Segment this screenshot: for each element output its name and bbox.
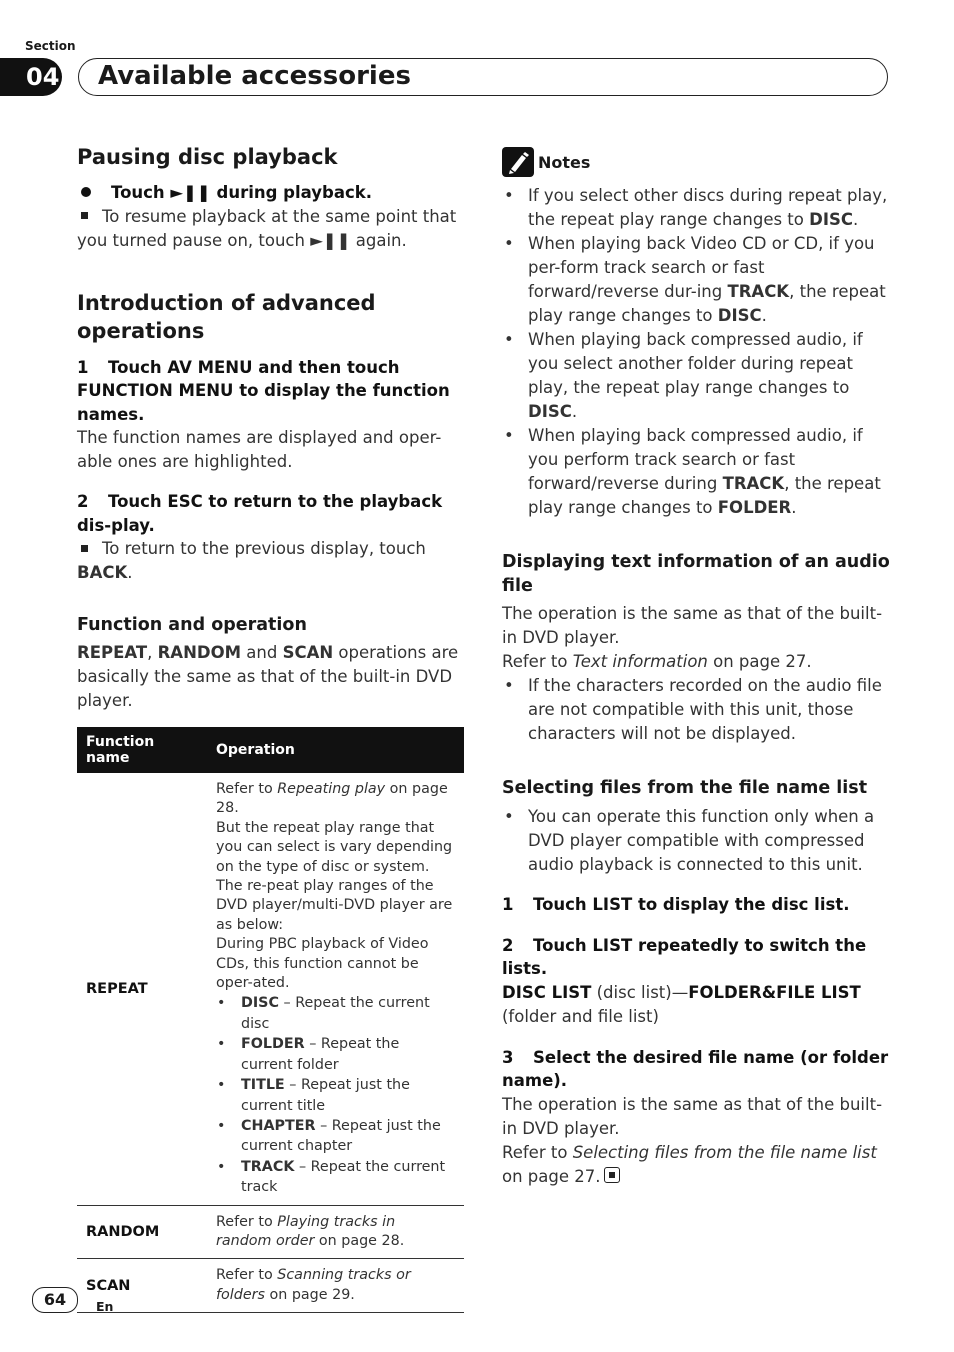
pausing-note-post: again.	[350, 230, 407, 250]
item-text: – Repeat the current folder	[241, 1036, 400, 1073]
list-item	[216, 993, 455, 1034]
ref-title: Repeating play	[277, 781, 386, 797]
list-item	[502, 328, 890, 424]
folder-file-list-term: FOLDER&FILE LIST	[688, 982, 861, 1002]
repeat-term: REPEAT	[77, 643, 148, 662]
pausing-heading: Pausing disc playback	[77, 145, 338, 169]
notes-pencil-icon	[502, 147, 534, 177]
table-row	[77, 773, 464, 1205]
function-body	[77, 641, 465, 713]
list-item	[216, 1075, 455, 1116]
page-number: 64	[32, 1287, 78, 1313]
step-text: Touch LIST repeatedly to switch the lists.	[502, 935, 867, 978]
notes-list	[502, 184, 890, 520]
step-number: 2	[502, 935, 514, 955]
ref-title: Scanning tracks or folders	[216, 1267, 411, 1303]
language-label: En	[96, 1299, 114, 1314]
note-bold: TRACK	[727, 282, 790, 301]
step-text: Touch LIST to display the disc list.	[533, 895, 850, 914]
intro-step-1	[77, 356, 465, 427]
textinfo-body: The operation is the same as that of the built-in DVD player.	[502, 604, 883, 647]
list-item: • You can operate this function only when a DVD player compatible with compressed audio playback is connected to this unit.	[502, 805, 890, 877]
note-text: When playing back Video CD or CD, if you per-form track search or fast forward/reverse dur-ing	[528, 234, 875, 301]
filelist-step-1	[502, 893, 890, 917]
square-bullet-icon	[81, 545, 88, 552]
list-item	[502, 184, 890, 232]
step-number: 2	[77, 492, 89, 511]
note-text: To return to the previous display, touch	[102, 539, 426, 558]
bullet-dot-icon	[81, 187, 91, 197]
note-text: If you select other discs during repeat play, the repeat play range changes to	[528, 186, 888, 229]
filelist-heading: Selecting files from the file name list	[502, 778, 868, 798]
note-text: When playing back compressed audio, if you perform track search or fast forward/reverse during	[528, 426, 863, 493]
pausing-note-pre: To resume playback at the same point that you turned pause on, touch	[77, 206, 457, 250]
ref-pre: Refer to	[502, 652, 573, 671]
ref-title: Playing tracks in random order	[216, 1213, 396, 1249]
end-mark-icon	[604, 1167, 620, 1183]
intro-step-2	[77, 490, 465, 537]
page-title: Available accessories	[98, 61, 411, 91]
list-item	[216, 1034, 455, 1075]
step-number: 3	[502, 1047, 514, 1067]
section-number-badge: 04	[0, 58, 62, 96]
item-text: – Repeat just the current chapter	[241, 1117, 441, 1155]
note-bold: DISC	[528, 402, 572, 421]
function-name-cell: SCAN	[77, 1259, 207, 1313]
function-body-rest: operations are basically the same as that of the built-in DVD player.	[77, 643, 459, 710]
note-bold: TRACK	[722, 474, 785, 493]
filelist-step-3	[502, 1046, 890, 1093]
scan-term: SCAN	[282, 643, 334, 662]
intro-heading: Introduction of advanced operations	[77, 290, 376, 343]
pausing-note	[77, 205, 465, 253]
item-bold: TITLE	[241, 1077, 285, 1094]
note-text: , the repeat play range changes to	[528, 282, 886, 325]
note-text: .	[852, 210, 859, 229]
body-text: (disc list)—	[591, 982, 689, 1002]
note-text: .	[761, 306, 767, 325]
function-heading: Function and operation	[77, 615, 307, 635]
ref-pre: Refer to	[216, 1267, 278, 1284]
table-row	[77, 1259, 464, 1313]
operation-ref	[216, 780, 455, 819]
note-bold: BACK	[77, 563, 128, 582]
list-item	[502, 232, 890, 328]
ref-pre: Refer to	[216, 781, 278, 797]
item-text: – Repeat just the current title	[241, 1077, 410, 1114]
play-pause-icon: ►❚❚	[170, 183, 211, 202]
item-bold: DISC	[241, 995, 279, 1012]
function-name-cell: REPEAT	[77, 773, 207, 1205]
operation-text: During PBC playback of Video CDs, this function cannot be oper-ated.	[216, 936, 429, 992]
ref-pre: Refer to	[502, 1142, 573, 1162]
ref-post: on page 29.	[264, 1286, 355, 1303]
item-text: – Repeat the current track	[241, 1158, 446, 1196]
notes-title: Notes	[538, 152, 591, 172]
filelist-list	[502, 805, 890, 877]
ref-title: Text information	[572, 652, 708, 671]
filelist-step-2	[502, 934, 890, 981]
col-header-operation: Operation	[207, 727, 464, 773]
item-bold: CHAPTER	[241, 1117, 316, 1134]
note-bold: DISC	[809, 210, 853, 229]
ref-post: on page 27.	[502, 1166, 601, 1186]
filelist-step-2-body	[502, 981, 890, 1029]
filelist-step-3-body: The operation is the same as that of the built-in DVD player.	[502, 1094, 883, 1138]
textinfo-heading: Displaying text information of an audio file	[502, 552, 890, 596]
sep: and	[241, 643, 283, 662]
list-item	[216, 1116, 455, 1157]
function-table	[77, 727, 464, 1313]
square-bullet-icon	[81, 212, 88, 219]
section-label: Section	[25, 39, 76, 53]
sep: ,	[147, 643, 158, 662]
step-text: Touch AV MENU and then touch FUNCTION MENU to display the function names.	[77, 357, 450, 424]
item-bold: TRACK	[241, 1158, 295, 1175]
list-item	[502, 424, 890, 520]
note-text: .	[571, 402, 578, 421]
operation-cell	[207, 773, 464, 1205]
notes-header	[502, 147, 890, 177]
function-name-cell: RANDOM	[77, 1205, 207, 1259]
ref-post: on page 28.	[216, 781, 448, 817]
ref-pre: Refer to	[216, 1213, 278, 1230]
disc-list-term: DISC LIST	[502, 982, 592, 1002]
step-number: 1	[77, 357, 89, 377]
list-item: • If the characters recorded on the audio file are not compatible with this unit, those characters will not be displayed.	[502, 674, 890, 746]
operation-cell	[207, 1259, 464, 1313]
col-header-function-name: Function name	[77, 727, 207, 773]
pausing-step-pre: Touch	[111, 183, 171, 202]
operation-cell	[207, 1205, 464, 1259]
note-text-end: .	[127, 563, 133, 582]
list-item	[216, 1157, 455, 1198]
pausing-step-post: during playback.	[210, 183, 372, 202]
step-text: Touch ESC to return to the playback dis-play.	[77, 492, 443, 535]
note-text: , the repeat play range changes to	[528, 474, 881, 517]
play-pause-icon: ►❚❚	[310, 230, 351, 250]
ref-post: on page 28.	[314, 1232, 405, 1249]
note-text: When playing back compressed audio, if you select another folder during repeat play, the repeat play range changes to	[528, 330, 863, 397]
intro-step-1-body: The function names are displayed and oper-able ones are highlighted.	[77, 428, 442, 471]
intro-step-2-note	[77, 537, 465, 585]
textinfo-ref	[502, 650, 890, 674]
random-term: RANDOM	[157, 643, 242, 662]
step-number: 1	[502, 895, 514, 914]
note-bold: FOLDER	[717, 498, 792, 517]
note-text: .	[791, 498, 797, 517]
pausing-step	[77, 181, 465, 205]
right-column	[502, 140, 890, 1189]
ref-post: on page 27.	[707, 652, 812, 671]
table-row	[77, 1205, 464, 1259]
repeat-range-list	[216, 993, 455, 1197]
body-text: (folder and file list)	[502, 1006, 659, 1026]
item-text: – Repeat the current disc	[241, 995, 430, 1032]
item-bold: FOLDER	[241, 1036, 305, 1053]
textinfo-list	[502, 674, 890, 746]
ref-title: Selecting files from the file name list	[572, 1142, 877, 1162]
note-bold: DISC	[717, 306, 762, 325]
step-text: Select the desired file name (or folder name).	[502, 1047, 889, 1090]
filelist-ref	[502, 1141, 890, 1189]
operation-text: But the repeat play range that you can select is vary depending on the type of disc or system. The re-peat play ranges of the DVD player/multi-DVD player are as below:	[216, 819, 453, 933]
left-column	[77, 140, 465, 1313]
